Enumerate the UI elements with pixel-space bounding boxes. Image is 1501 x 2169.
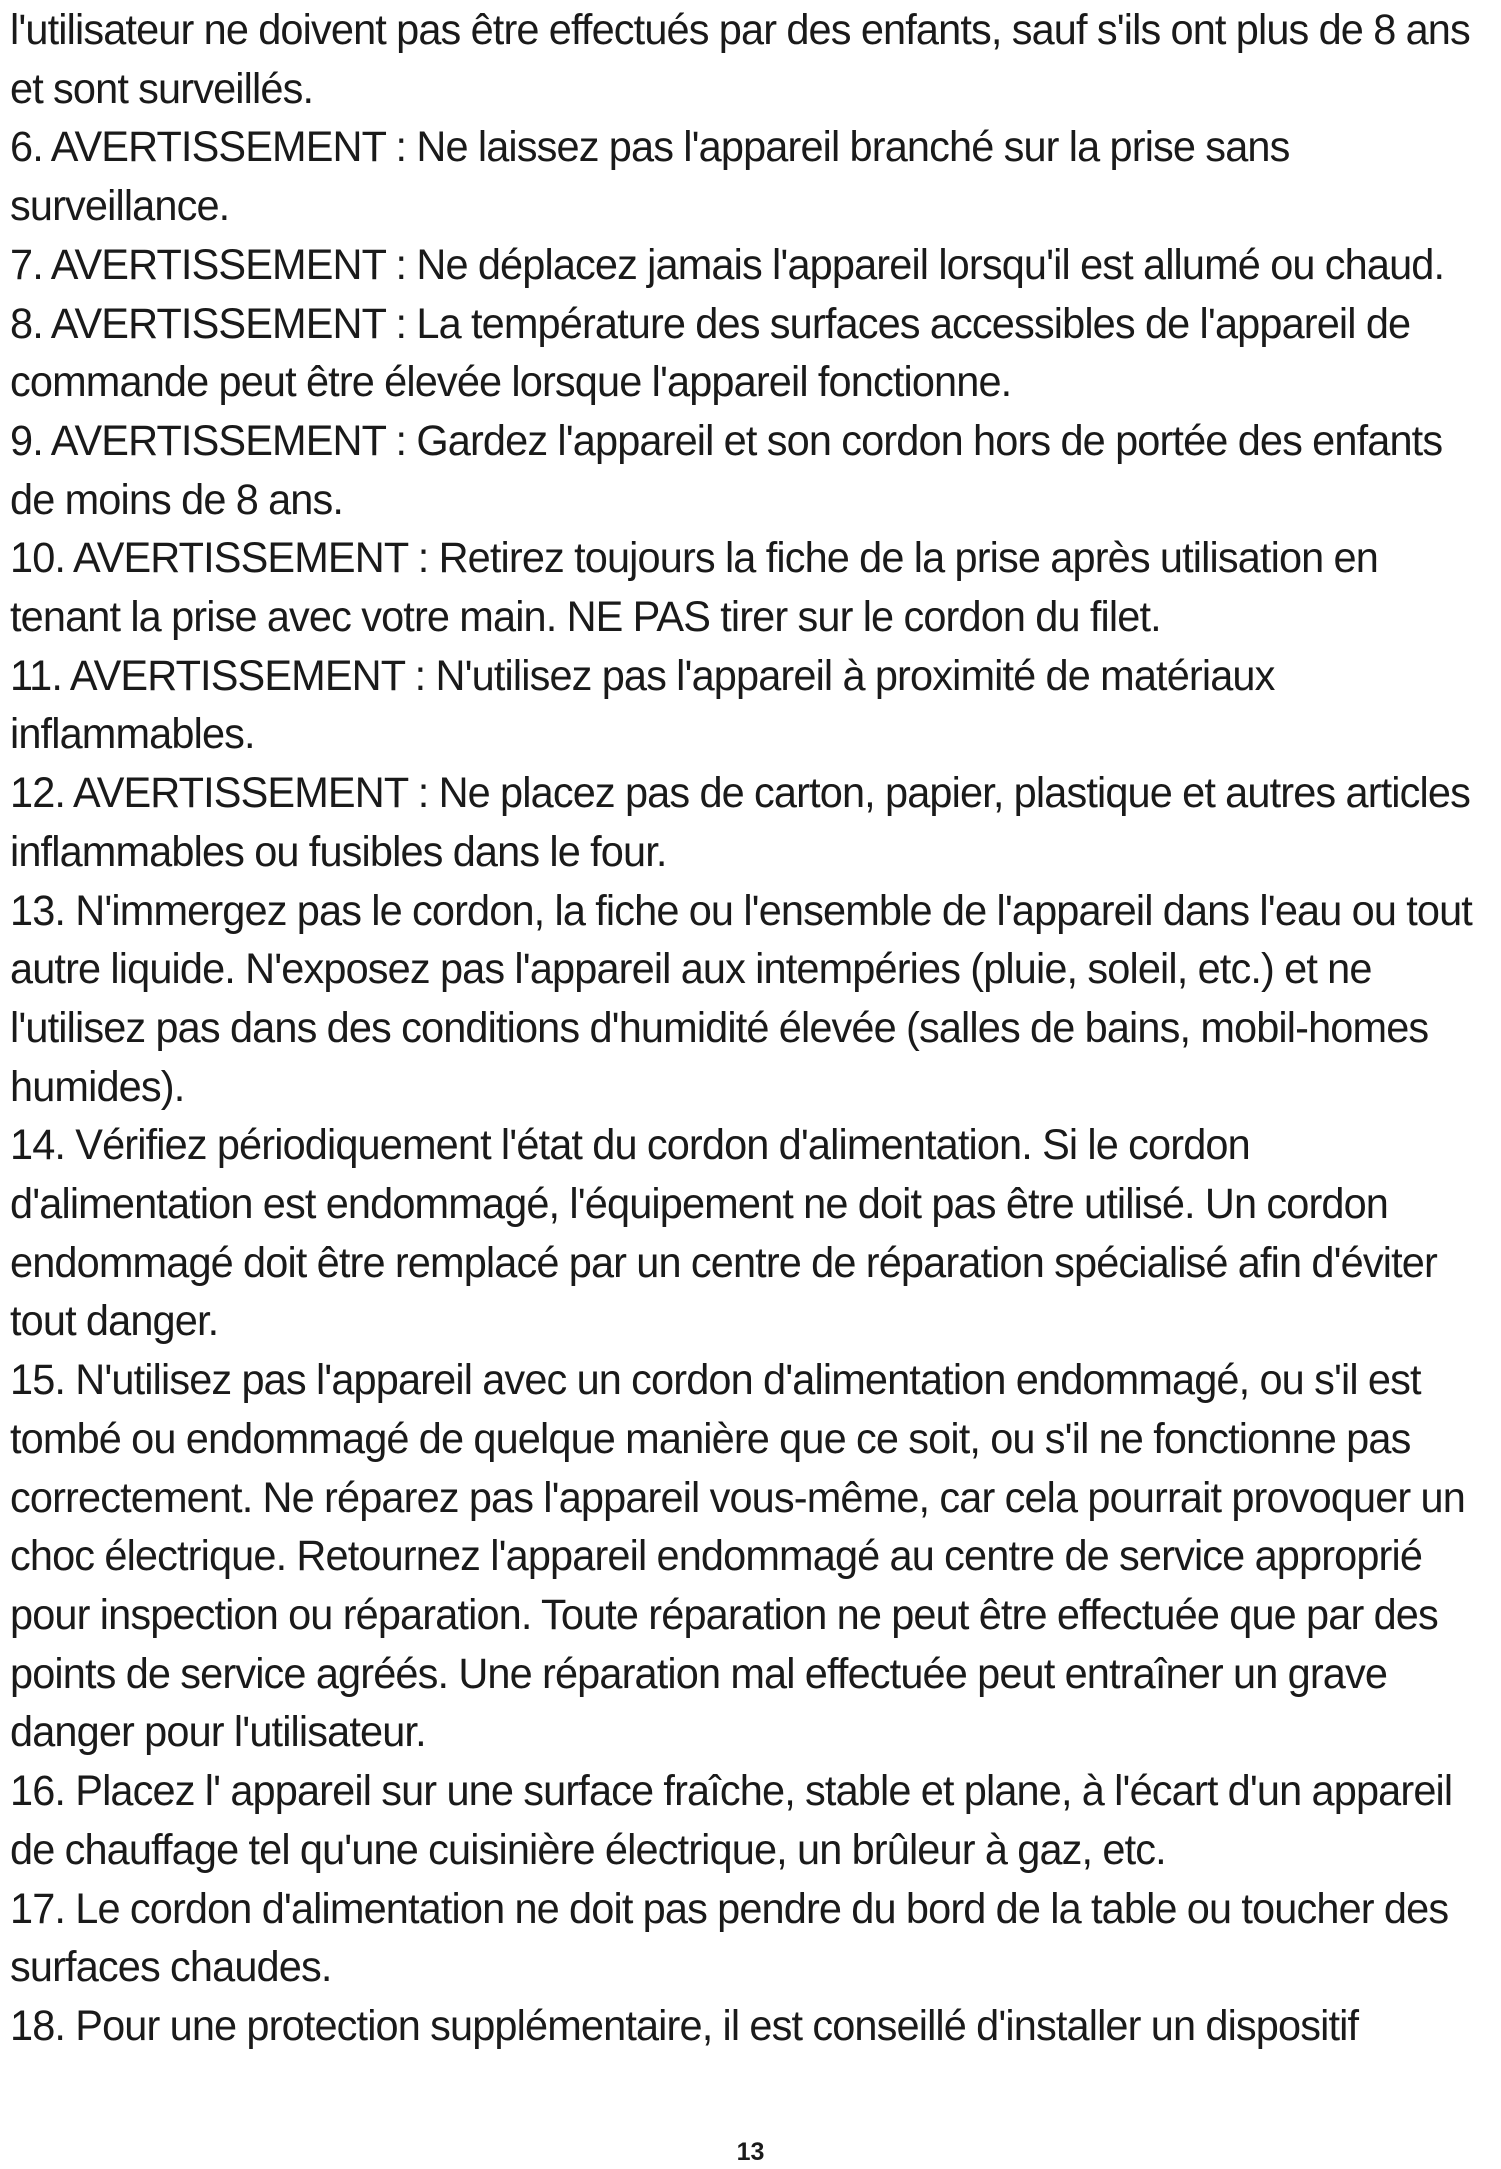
safety-item-17: 17. Le cordon d'alimentation ne doit pas pendre du bord de la table ou toucher des surfaces chaudes. <box>10 1884 1449 1992</box>
warning-item-11: 11. AVERTISSEMENT : N'utilisez pas l'appareil à proximité de matériaux inflammables. <box>10 651 1275 759</box>
warning-item-12: 12. AVERTISSEMENT : Ne placez pas de carton, papier, plastique et autres articles inflammables ou fusibles dans le four. <box>10 769 1470 876</box>
safety-item-18: 18. Pour une protection supplémentaire, il est conseillé d'installer un dispositif <box>10 2001 1359 2050</box>
manual-page-text <box>10 0 1496 2056</box>
warning-item-10: 10. AVERTISSEMENT : Retirez toujours la fiche de la prise après utilisation en tenant la prise avec votre main. NE PAS tirer sur le cordon du filet. <box>10 534 1378 642</box>
safety-item-16: 16. Placez l' appareil sur une surface fraîche, stable et plane, à l'écart d'un appareil de chauffage tel qu'une cuisinière électrique, un brûleur à gaz, etc. <box>10 1767 1453 1874</box>
safety-item-14: 14. Vérifiez périodiquement l'état du cordon d'alimentation. Si le cordon d'alimentation est endommagé, l'équipement ne doit pas être utilisé. Un cordon endommagé doit être remplacé par un centre de réparation spécialisé afin d'éviter tout danger. <box>10 1121 1437 1346</box>
safety-item-13: 13. N'immergez pas le cordon, la fiche ou l'ensemble de l'appareil dans l'eau ou tout autre liquide. N'exposez pas l'appareil aux intempéries (pluie, soleil, etc.) et ne l'utilisez pas dans des conditions d'humidité élevée (salles de bains, mobil-homes humides). <box>10 886 1472 1111</box>
page-number: 13 <box>736 2138 765 2166</box>
warning-item-6: 6. AVERTISSEMENT : Ne laissez pas l'appareil branché sur la prise sans surveillance. <box>10 123 1290 231</box>
paragraph-continuation: l'utilisateur ne doivent pas être effectués par des enfants, sauf s'ils ont plus de 8 ans et sont surveillés. <box>10 6 1470 113</box>
warning-item-9: 9. AVERTISSEMENT : Gardez l'appareil et son cordon hors de portée des enfants de moins de 8 ans. <box>10 416 1443 524</box>
warning-item-8: 8. AVERTISSEMENT : La température des surfaces accessibles de l'appareil de commande peut être élevée lorsque l'appareil fonctionne. <box>10 299 1411 407</box>
safety-item-15: 15. N'utilisez pas l'appareil avec un cordon d'alimentation endommagé, ou s'il est tombé ou endommagé de quelque manière que ce soit, ou s'il ne fonctionne pas correctement. Ne réparez pas l'appareil vous-même, car cela pourrait provoquer un choc électrique. Retournez l'appareil endommagé au centre de service approprié pour inspection ou réparation. Toute réparation ne peut être effectuée que par des points de service agréés. Une réparation mal effectuée peut entraîner un grave danger pour l'utilisateur. <box>10 1356 1465 1757</box>
warning-item-7: 7. AVERTISSEMENT : Ne déplacez jamais l'appareil lorsqu'il est allumé ou chaud. <box>10 240 1445 289</box>
